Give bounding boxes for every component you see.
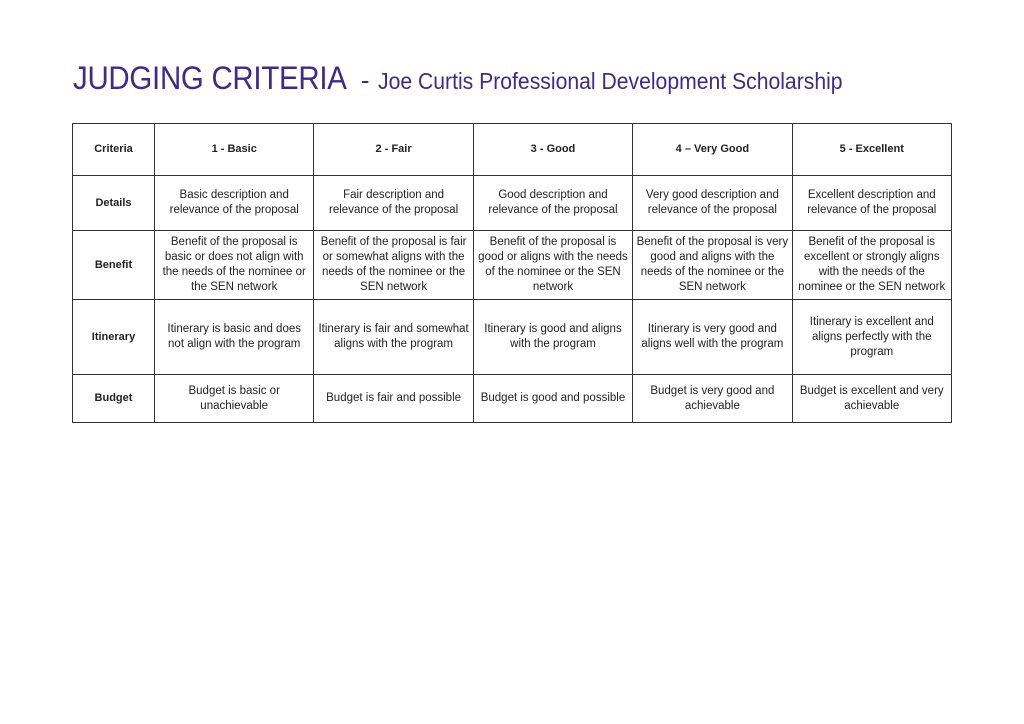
title-subtitle: Joe Curtis Professional Development Scholarship (378, 68, 843, 94)
table-row-budget (73, 375, 952, 423)
table-cell: Itinerary is excellent and aligns perfectly with the program (792, 300, 951, 375)
table-cell: Basic description and relevance of the proposal (155, 176, 314, 231)
table-cell: Itinerary is fair and somewhat aligns with the program (314, 300, 473, 375)
table-row-details (73, 176, 952, 231)
table-cell: Benefit of the proposal is fair or somewhat aligns with the needs of the nominee or the SEN network (314, 231, 473, 300)
row-header-budget: Budget (73, 375, 155, 423)
table-cell: Itinerary is good and aligns with the program (473, 300, 632, 375)
column-header-criteria: Criteria (73, 124, 155, 176)
row-header-details: Details (73, 176, 155, 231)
title-separator: - (360, 65, 370, 95)
table-cell: Benefit of the proposal is very good and aligns with the needs of the nominee or the SEN network (633, 231, 792, 300)
column-header-basic: 1 - Basic (155, 124, 314, 176)
table-cell: Excellent description and relevance of the proposal (792, 176, 951, 231)
table-cell: Benefit of the proposal is basic or does not align with the needs of the nominee or the SEN network (155, 231, 314, 300)
column-header-very-good: 4 – Very Good (633, 124, 792, 176)
table-cell: Very good description and relevance of the proposal (633, 176, 792, 231)
table-cell: Benefit of the proposal is excellent or strongly aligns with the needs of the nominee or the SEN network (792, 231, 951, 300)
column-header-excellent: 5 - Excellent (792, 124, 951, 176)
table-cell: Budget is very good and achievable (633, 375, 792, 423)
table-header-row (73, 124, 952, 176)
table-cell: Itinerary is basic and does not align with the program (155, 300, 314, 375)
column-header-fair: 2 - Fair (314, 124, 473, 176)
title-main: JUDGING CRITERIA (73, 60, 347, 96)
table-cell: Budget is basic or unachievable (155, 375, 314, 423)
table-cell: Budget is fair and possible (314, 375, 473, 423)
table-cell: Fair description and relevance of the proposal (314, 176, 473, 231)
table-row-benefit (73, 231, 952, 300)
row-header-itinerary: Itinerary (73, 300, 155, 375)
column-header-good: 3 - Good (473, 124, 632, 176)
table-row-itinerary (73, 300, 952, 375)
table-cell: Budget is excellent and very achievable (792, 375, 951, 423)
judging-criteria-table (72, 123, 952, 423)
page-title (73, 62, 883, 94)
row-header-benefit: Benefit (73, 231, 155, 300)
table-cell: Benefit of the proposal is good or aligns with the needs of the nominee or the SEN network (473, 231, 632, 300)
table-cell: Good description and relevance of the proposal (473, 176, 632, 231)
table-cell: Itinerary is very good and aligns well with the program (633, 300, 792, 375)
table-cell: Budget is good and possible (473, 375, 632, 423)
